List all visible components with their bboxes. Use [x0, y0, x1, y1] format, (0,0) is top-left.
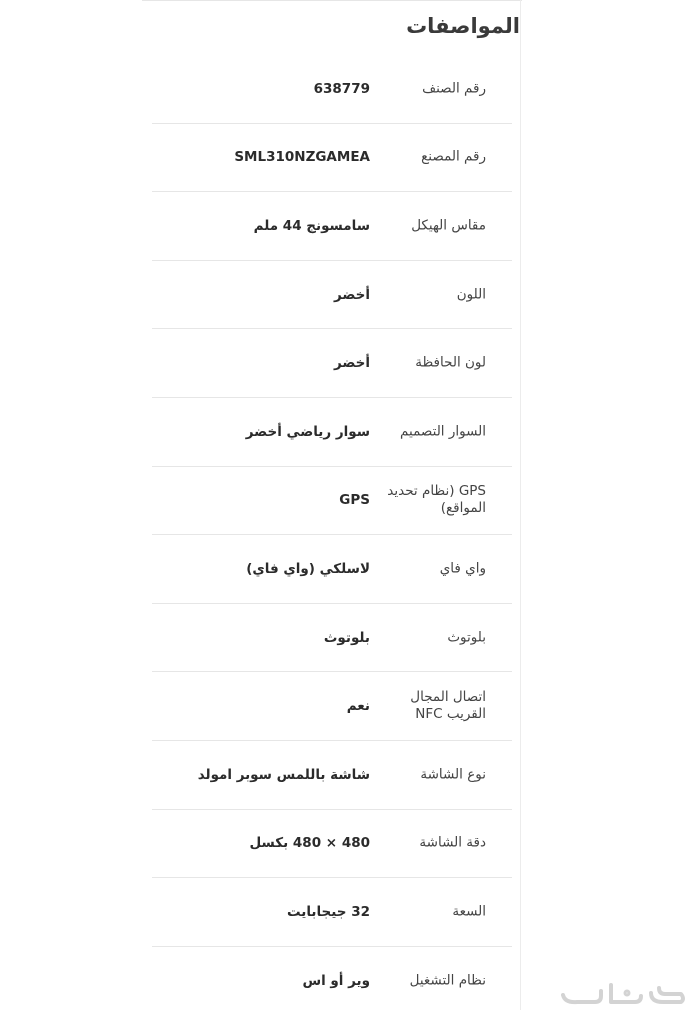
spec-value: سامسونج 44 ملم [253, 217, 370, 234]
spec-label: GPS (نظام تحديد المواقع) [387, 483, 486, 517]
spec-row [152, 329, 512, 398]
spec-label: السوار التصميم [400, 423, 486, 440]
spec-row [152, 398, 512, 467]
spec-row [152, 192, 512, 261]
spec-row [152, 261, 512, 330]
specs-table [152, 55, 512, 1010]
spec-label: واي فاي [439, 560, 486, 577]
top-divider [142, 0, 522, 1]
spec-row [152, 124, 512, 193]
spec-row [152, 604, 512, 673]
spec-value: أخضر [333, 286, 370, 303]
spec-label: دقة الشاشة [419, 834, 486, 851]
spec-row [152, 672, 512, 741]
spec-value: SML310NZGAMEA [234, 149, 370, 166]
haraj-logo-icon [555, 975, 690, 1007]
spec-value: نعم [346, 698, 370, 715]
spec-value: 638779 [313, 80, 370, 97]
spec-label: بلوتوث [447, 629, 486, 646]
spec-value: سوار رياضي أخضر [245, 423, 370, 440]
right-border [520, 0, 521, 1010]
spec-label: اللون [456, 286, 486, 303]
spec-label: نوع الشاشة [420, 766, 486, 783]
spec-value: وير أو اس [302, 973, 370, 990]
spec-row [152, 810, 512, 879]
spec-value: بلوتوث [323, 629, 370, 646]
spec-label: اتصال المجال القريب NFC [410, 689, 486, 723]
spec-row [152, 467, 512, 536]
spec-label: نظام التشغيل [409, 972, 486, 989]
specs-title: المواصفات [406, 14, 520, 38]
spec-row [152, 55, 512, 124]
spec-label: السعة [452, 903, 486, 920]
spec-label: مقاس الهيكل [411, 217, 486, 234]
spec-value: شاشة باللمس سوبر امولد [197, 766, 370, 783]
spec-value: 480 × 480 بكسل [249, 835, 370, 852]
spec-label: رقم المصنع [421, 148, 486, 165]
spec-label: لون الحافظة [415, 354, 486, 371]
spec-value: (لاسلكي (واي فاي [246, 560, 370, 577]
spec-value: GPS [339, 492, 370, 509]
spec-row [152, 878, 512, 947]
spec-row [152, 947, 512, 1010]
spec-row [152, 741, 512, 810]
spec-row [152, 535, 512, 604]
spec-value: أخضر [333, 355, 370, 372]
spec-value: 32 جيجابايت [286, 903, 370, 920]
spec-label: رقم الصنف [422, 80, 486, 97]
